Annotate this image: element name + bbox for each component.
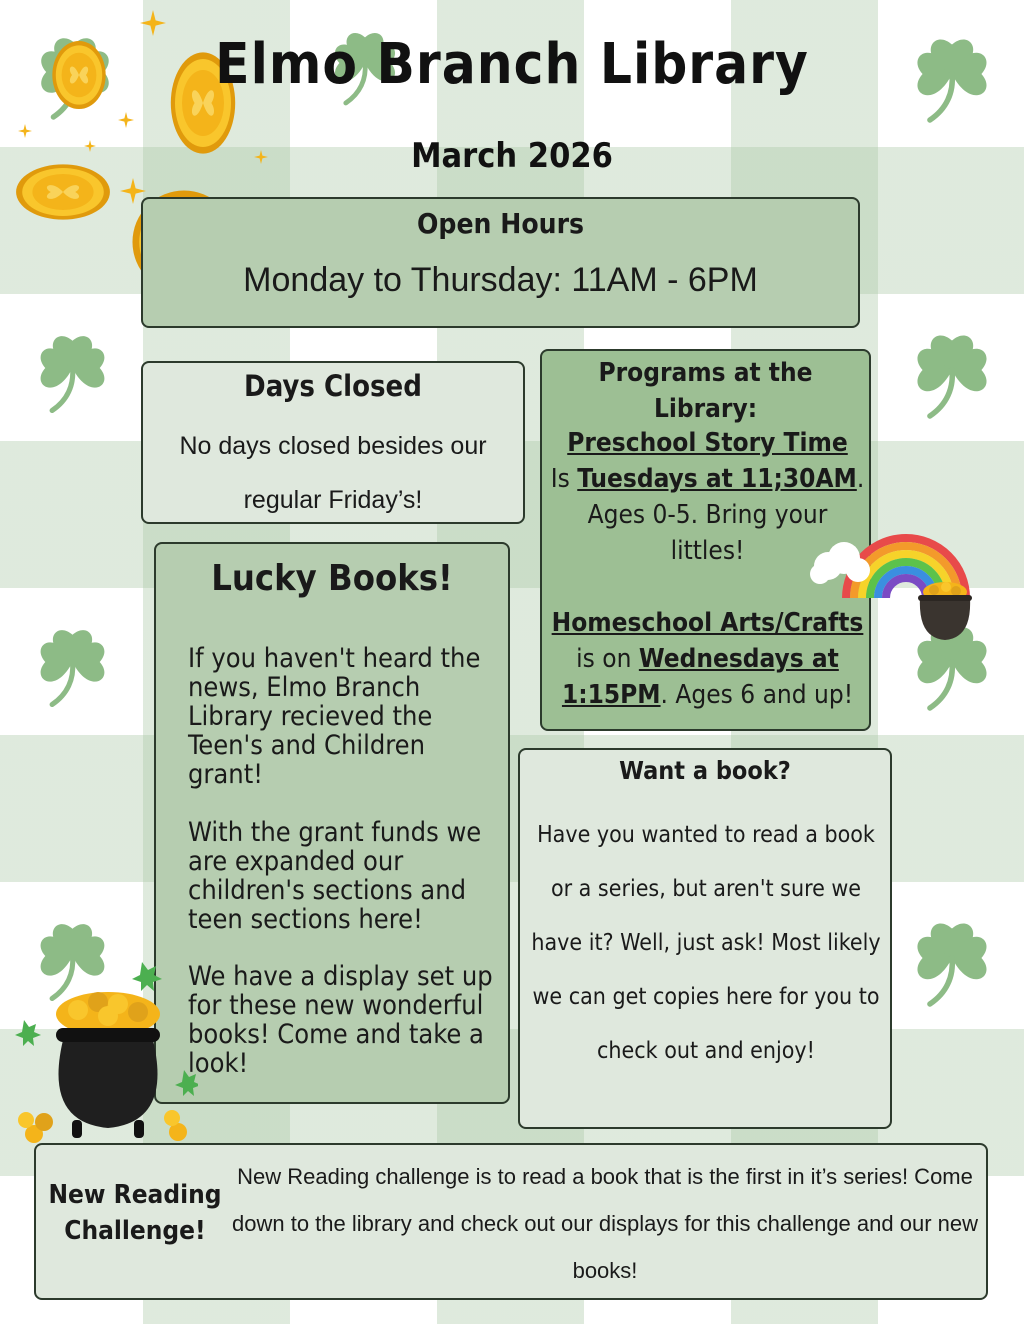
open-hours-heading: Open Hours <box>417 207 584 240</box>
lucky-books-paragraph-2: With the grant funds we are expanded our children's sections and teen sections here! <box>188 817 482 935</box>
pot-of-gold-icon <box>12 952 198 1148</box>
homeschool-time-link[interactable]: Wednesdays at 1:15PM <box>561 644 839 710</box>
open-hours-card <box>141 197 860 328</box>
four-leaf-clover-icon <box>906 318 998 422</box>
lucky-books-heading: Lucky Books! <box>211 558 453 599</box>
four-leaf-clover-icon <box>906 906 998 1010</box>
lucky-books-paragraph-3: We have a display set up for these new wonderful books! Come and take a look! <box>188 961 493 1079</box>
want-a-book-heading: Want a book? <box>619 756 791 785</box>
preschool-details: . Ages 0-5. Bring your littles! <box>587 464 865 566</box>
homeschool-is-text: is on <box>576 644 639 674</box>
days-closed-heading: Days Closed <box>244 369 422 403</box>
want-a-book-card <box>518 748 892 1129</box>
page-title: Elmo Branch Library <box>215 32 809 97</box>
preschool-time-link[interactable]: Tuesdays at 11;30AM <box>577 464 857 494</box>
preschool-is-text: Is <box>550 464 578 494</box>
open-hours-text: Monday to Thursday: 11AM - 6PM <box>243 261 758 299</box>
preschool-story-time-link[interactable]: Preschool Story Time <box>567 428 848 458</box>
reading-challenge-heading: New Reading Challenge! <box>48 1180 222 1246</box>
homeschool-arts-crafts-link[interactable]: Homeschool Arts/Crafts <box>551 608 864 638</box>
lucky-books-paragraph-1: If you haven't heard the news, Elmo Branch Library recieved the Teen's and Children grant! <box>188 643 481 790</box>
sparkle-icon <box>118 112 134 128</box>
page-subtitle: March 2026 <box>411 136 613 176</box>
four-leaf-clover-icon <box>30 612 115 712</box>
lucky-books-card <box>154 542 510 1104</box>
pot-of-gold-icon <box>914 578 976 642</box>
homeschool-details: . Ages 6 and up! <box>660 680 854 710</box>
four-leaf-clover-icon <box>30 318 115 418</box>
days-closed-card <box>141 361 525 524</box>
reading-challenge-text: New Reading challenge is to read a book that is the first in it’s series! Come down to the library and check out our displays for this challenge and our new books! <box>232 1164 978 1283</box>
want-a-book-text: Have you wanted to read a book or a series, but aren't sure we have it? Well, just ask! Most likely we can get copies here for you to check out and enjoy! <box>531 822 881 1064</box>
days-closed-text: No days closed besides our regular Friday’s! <box>179 432 487 514</box>
reading-challenge-card <box>34 1143 988 1300</box>
programs-heading: Programs at the Library: <box>598 358 813 424</box>
